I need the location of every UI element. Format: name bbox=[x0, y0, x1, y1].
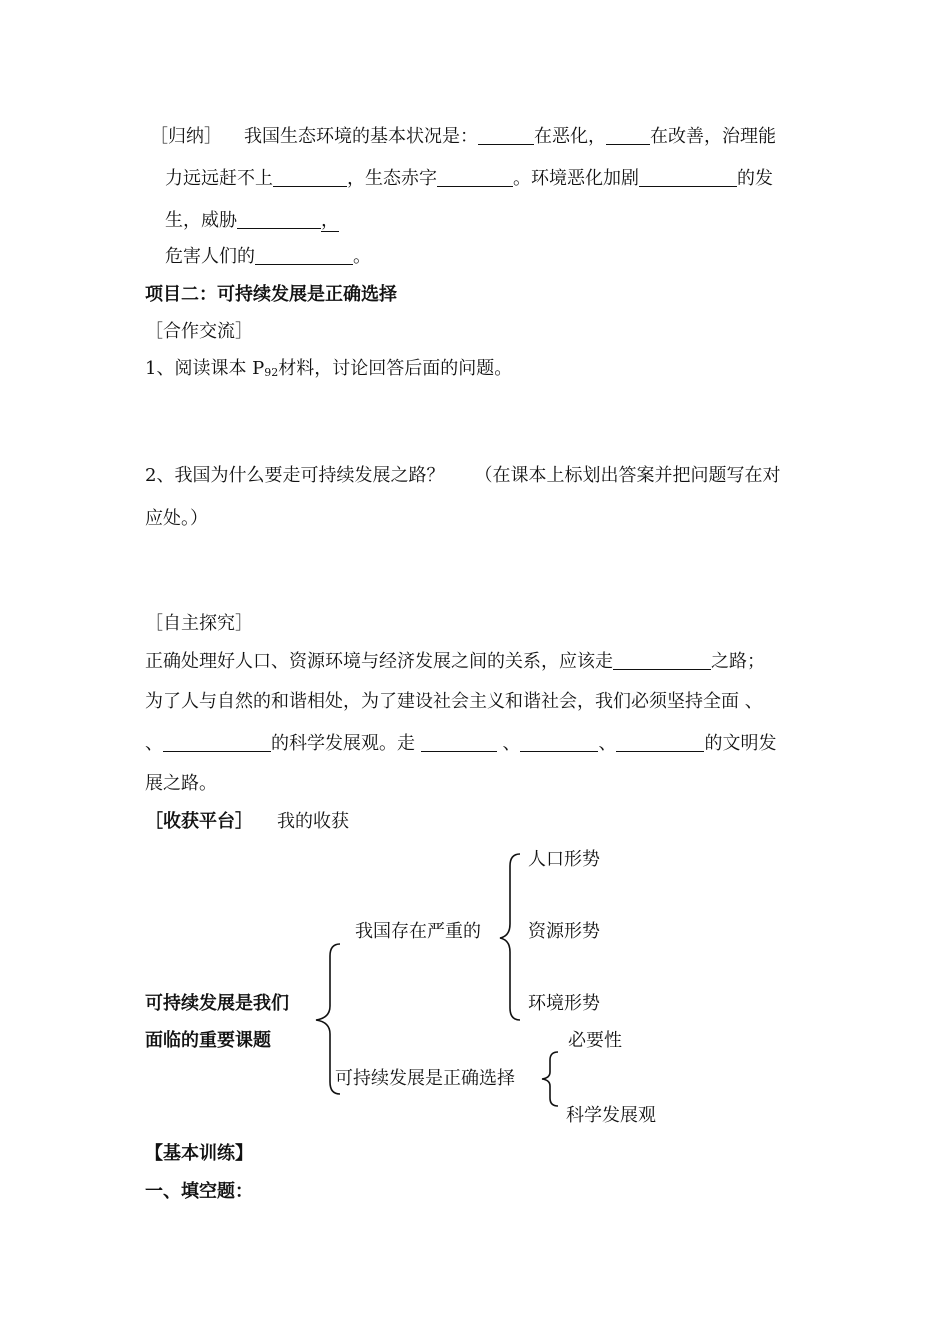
summary-line-3: 生，威胁 ， bbox=[165, 210, 339, 231]
mindmap-branch-1: 我国存在严重的 bbox=[355, 921, 481, 942]
mindmap-branch-2: 可持续发展是正确选择 bbox=[335, 1068, 515, 1089]
cooperate-question-1: 1、阅读课本 $P_{92}$材料，讨论回答后面的问题。 bbox=[145, 358, 513, 379]
blank[interactable] bbox=[437, 168, 513, 187]
cooperate-label: ［合作交流］ bbox=[145, 321, 253, 342]
cooperate-question-2: 2、我国为什么要走可持续发展之路？ （在课本上标划出答案并把问题写在对 bbox=[145, 465, 781, 486]
mindmap-leaf-4: 必要性 bbox=[568, 1030, 622, 1051]
summary-line-1: ［归纳］ 我国生态环境的基本状况是： 在恶化， 在改善，治理能 bbox=[150, 126, 776, 147]
explore-line-4: 展之路。 bbox=[145, 773, 217, 794]
mindmap-root-line-1: 可持续发展是我们 bbox=[145, 993, 289, 1014]
harvest-heading bbox=[145, 810, 349, 834]
summary-line-2: 力远远赶不上 ，生态赤字 。环境恶化加剧 的发 bbox=[165, 168, 773, 189]
mindmap-leaf-5: 科学发展观 bbox=[566, 1105, 656, 1126]
explore-label: ［自主探究］ bbox=[145, 613, 253, 634]
blank[interactable] bbox=[639, 168, 737, 187]
blank[interactable] bbox=[237, 210, 321, 229]
explore-line-2: 为了人与自然的和谐相处，为了建设社会主义和谐社会，我们必须坚持全面 、 bbox=[145, 691, 763, 712]
blank[interactable] bbox=[606, 126, 650, 145]
project2-title: 项目二：可持续发展是正确选择 bbox=[145, 284, 397, 305]
cooperate-question-2-cont: 应处。） bbox=[145, 508, 208, 529]
harvest-sub: 我的收获 bbox=[277, 811, 349, 832]
mindmap-brace-lower bbox=[538, 1050, 562, 1108]
training-section: 一、填空题： bbox=[145, 1181, 253, 1202]
mindmap-brace-upper bbox=[498, 852, 524, 1022]
explore-line-3: 、 的科学发展观。走 、 、 的文明发 bbox=[145, 733, 777, 754]
summary-label: ［归纳］ bbox=[150, 126, 222, 147]
blank[interactable] bbox=[421, 733, 497, 752]
mindmap-root-line-2: 面临的重要课题 bbox=[145, 1030, 271, 1051]
mindmap-leaf-3: 环境形势 bbox=[528, 993, 600, 1014]
blank[interactable] bbox=[520, 733, 598, 752]
blank[interactable] bbox=[255, 246, 353, 265]
training-title: 【基本训练】 bbox=[145, 1143, 253, 1164]
blank[interactable] bbox=[163, 733, 271, 752]
blank[interactable] bbox=[273, 168, 347, 187]
blank[interactable] bbox=[613, 651, 711, 670]
mindmap-leaf-1: 人口形势 bbox=[528, 849, 600, 870]
mindmap-leaf-2: 资源形势 bbox=[528, 921, 600, 942]
blank[interactable] bbox=[478, 126, 534, 145]
blank[interactable] bbox=[616, 733, 704, 752]
summary-line-4: 危害人们的 。 bbox=[165, 246, 371, 267]
harvest-label: ［收获平台］ bbox=[145, 811, 253, 832]
explore-line-1: 正确处理好人口、资源环境与经济发展之间的关系，应该走 之路； bbox=[145, 651, 765, 672]
